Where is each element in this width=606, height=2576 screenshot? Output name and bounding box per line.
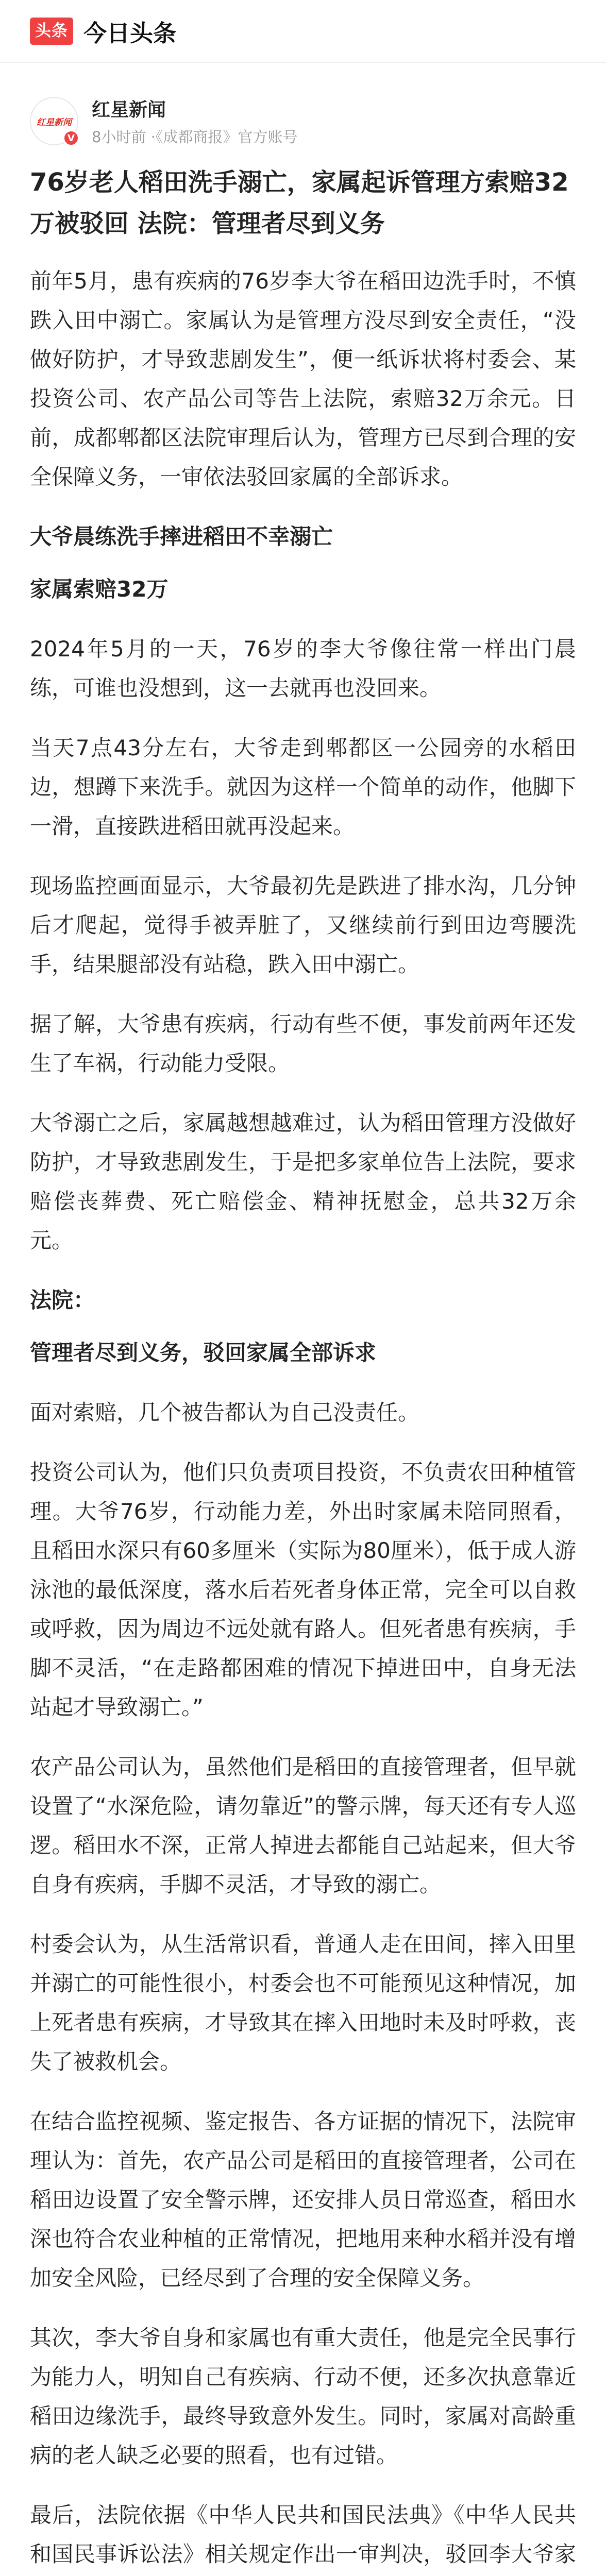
article-headline: 76岁老人稻田洗手溺亡，家属起诉管理方索赔32万被驳回 法院：管理者尽到义务 bbox=[30, 168, 569, 238]
section-subtitle: 家属索赔32万 bbox=[30, 577, 169, 602]
section-title: 法院： bbox=[30, 1287, 95, 1313]
article-paragraph: 据了解，大爷患有疾病，行动有些不便，事发前两年还发生了车祸，行动能力受限。 bbox=[30, 1011, 576, 1076]
author-meta bbox=[92, 95, 297, 147]
article-paragraph: 最后，法院依据《中华人民共和国民法典》《中华人民共和国民事诉讼法》相关规定作出一审判决，驳回李大爷家 bbox=[30, 2502, 576, 2567]
avatar[interactable] bbox=[30, 97, 78, 145]
author-row[interactable] bbox=[0, 63, 606, 150]
article-paragraph: 2024年5月的一天，76岁的李大爷像往常一样出门晨练，可谁也没想到，这一去就再也没回来。 bbox=[30, 636, 576, 701]
app-title: 今日头条 bbox=[83, 19, 177, 47]
top-bar bbox=[0, 0, 606, 63]
article-paragraph: 农产品公司认为，虽然他们是稻田的直接管理者，但早就设置了“水深危险，请勿靠近”的警示牌，每天还有专人巡逻。稻田水不深，正常人掉进去都能自己站起来，但大爷自身有疾病，手脚不灵活，才导致的溺亡。 bbox=[30, 1754, 576, 1897]
article-paragraph: 当天7点43分左右，大爷走到郫都区一公园旁的水稻田边，想蹲下来洗手。就因为这样一个简单的动作，他脚下一滑，直接跌进稻田就再没起来。 bbox=[30, 735, 576, 839]
article-body bbox=[0, 162, 606, 2576]
article-paragraph: 其次，李大爷自身和家属也有重大责任，他是完全民事行为能力人，明知自己有疾病、行动不便，还多次执意靠近稻田边缘洗手，最终导致意外发生。同时，家属对高龄重病的老人缺乏必要的照看，也有过错。 bbox=[30, 2325, 576, 2468]
section-subtitle: 管理者尽到义务，驳回家属全部诉求 bbox=[30, 1340, 377, 1365]
verified-badge-icon: V bbox=[63, 130, 79, 146]
article-intro: 前年5月，患有疾病的76岁李大爷在稻田边洗手时，不慎跌入田中溺亡。家属认为是管理方没尽到安全责任，“没做好防护，才导致悲剧发生”，便一纸诉状将村委会、某投资公司、农产品公司等告上法院，索赔32万余元。日前，成都郫都区法院审理后认为，管理方已尽到合理的安全保障义务，一审依法驳回家属的全部诉求。 bbox=[30, 268, 576, 489]
author-subtitle: 8小时前 ·《成都商报》官方账号 bbox=[92, 128, 298, 146]
article-paragraph: 村委会认为，从生活常识看，普通人走在田间，摔入田里并溺亡的可能性很小，村委会也不可能预见这种情况，加上死者患有疾病，才导致其在摔入田地时未及时呼救，丧失了被救机会。 bbox=[30, 1931, 576, 2074]
toutiao-logo[interactable]: 头条 bbox=[30, 18, 73, 45]
article-paragraph: 现场监控画面显示，大爷最初先是跌进了排水沟，几分钟后才爬起，觉得手被弄脏了，又继续前行到田边弯腰洗手，结果腿部没有站稳，跌入田中溺亡。 bbox=[30, 873, 576, 977]
avatar-logo-text: 红星新闻 bbox=[37, 117, 72, 128]
article-paragraph: 大爷溺亡之后，家属越想越难过，认为稻田管理方没做好防护，才导致悲剧发生，于是把多家单位告上法院，要求赔偿丧葬费、死亡赔偿金、精神抚慰金，总共32万余元。 bbox=[30, 1110, 576, 1253]
author-name[interactable]: 红星新闻 bbox=[92, 99, 166, 121]
article-paragraph: 在结合监控视频、鉴定报告、各方证据的情况下，法院审理认为：首先，农产品公司是稻田的直接管理者，公司在稻田边设置了安全警示牌，还安排人员日常巡查，稻田水深也符合农业种植的正常情况，把地用来种水稻并没有增加安全风险，已经尽到了合理的安全保障义务。 bbox=[30, 2109, 576, 2291]
section-title: 大爷晨练洗手摔进稻田不幸溺亡 bbox=[30, 524, 333, 549]
article-paragraph: 投资公司认为，他们只负责项目投资，不负责农田种植管理。大爷76岁，行动能力差，外出时家属未陪同照看，且稻田水深只有60多厘米（实际为80厘米），低于成人游泳池的最低深度，落水后若死者身体正常，完全可以自救或呼救，因为周边不远处就有路人。但死者患有疾病，手脚不灵活，“在走路都困难的情况下掉进田中，自身无法站起才导致溺亡。” bbox=[30, 1460, 576, 1720]
article-paragraph: 面对索赔，几个被告都认为自己没责任。 bbox=[30, 1400, 420, 1425]
